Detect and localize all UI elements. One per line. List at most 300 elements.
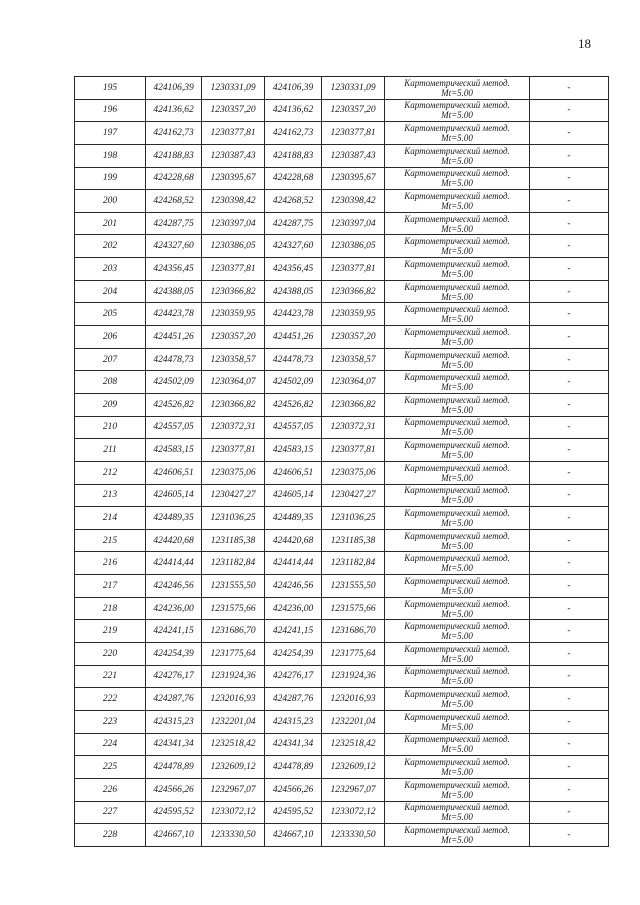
method-accuracy: Mt=5.00 — [441, 427, 473, 438]
table-row — [75, 167, 609, 190]
method-name: Картометрический метод. — [404, 123, 510, 134]
note-cell: - — [530, 756, 609, 779]
x-coordinate-new-cell: 424566,26 — [265, 778, 322, 801]
method-name: Картометрический метод. — [404, 689, 510, 700]
y-coordinate-new-cell: 1231775,64 — [322, 643, 385, 666]
y-coordinate-cell: 1230377,81 — [202, 122, 265, 145]
point-number-cell: 228 — [75, 824, 146, 847]
y-coordinate-new-cell: 1230331,09 — [322, 77, 385, 100]
method-cell — [385, 688, 530, 711]
method-cell — [385, 801, 530, 824]
x-coordinate-cell: 424246,56 — [146, 575, 202, 598]
method-accuracy: Mt=5.00 — [441, 789, 473, 800]
method-accuracy: Mt=5.00 — [441, 721, 473, 732]
method-cell — [385, 756, 530, 779]
y-coordinate-cell: 1230398,42 — [202, 190, 265, 213]
point-number-cell: 197 — [75, 122, 146, 145]
y-coordinate-cell: 1230357,20 — [202, 326, 265, 349]
x-coordinate-new-cell: 424246,56 — [265, 575, 322, 598]
method-name: Картометрический метод. — [404, 168, 510, 179]
y-coordinate-new-cell: 1232609,12 — [322, 756, 385, 779]
y-coordinate-new-cell: 1232016,93 — [322, 688, 385, 711]
method-accuracy: Mt=5.00 — [441, 291, 473, 302]
method-cell — [385, 552, 530, 575]
method-name: Картометрический метод. — [404, 530, 510, 541]
y-coordinate-new-cell: 1230375,06 — [322, 461, 385, 484]
table-row — [75, 190, 609, 213]
x-coordinate-new-cell: 424341,34 — [265, 733, 322, 756]
point-number-cell: 205 — [75, 303, 146, 326]
method-name: Картометрический метод. — [404, 191, 510, 202]
y-coordinate-cell: 1230357,20 — [202, 99, 265, 122]
x-coordinate-cell: 424423,78 — [146, 303, 202, 326]
point-number-cell: 212 — [75, 461, 146, 484]
x-coordinate-new-cell: 424254,39 — [265, 643, 322, 666]
method-name: Картометрический метод. — [404, 621, 510, 632]
table-row — [75, 778, 609, 801]
note-cell: - — [530, 710, 609, 733]
point-number-cell: 223 — [75, 710, 146, 733]
y-coordinate-new-cell: 1231036,25 — [322, 507, 385, 530]
note-cell: - — [530, 190, 609, 213]
y-coordinate-cell: 1233330,50 — [202, 824, 265, 847]
method-name: Картометрический метод. — [404, 417, 510, 428]
y-coordinate-cell: 1231775,64 — [202, 643, 265, 666]
note-cell: - — [530, 688, 609, 711]
coordinates-table — [74, 76, 609, 847]
method-cell — [385, 144, 530, 167]
method-cell — [385, 507, 530, 530]
method-accuracy: Mt=5.00 — [441, 699, 473, 710]
method-cell — [385, 778, 530, 801]
point-number-cell: 206 — [75, 326, 146, 349]
method-cell — [385, 484, 530, 507]
method-name: Картометрический метод. — [404, 258, 510, 269]
method-accuracy: Mt=5.00 — [441, 472, 473, 483]
method-cell — [385, 99, 530, 122]
y-coordinate-cell: 1231686,70 — [202, 620, 265, 643]
y-coordinate-cell: 1230377,81 — [202, 439, 265, 462]
method-accuracy: Mt=5.00 — [441, 744, 473, 755]
x-coordinate-cell: 424162,73 — [146, 122, 202, 145]
method-cell — [385, 212, 530, 235]
y-coordinate-new-cell: 1232201,04 — [322, 710, 385, 733]
method-name: Картометрический метод. — [404, 213, 510, 224]
table-row — [75, 99, 609, 122]
y-coordinate-new-cell: 1230357,20 — [322, 326, 385, 349]
method-cell — [385, 303, 530, 326]
x-coordinate-new-cell: 424236,00 — [265, 597, 322, 620]
y-coordinate-cell: 1230372,31 — [202, 416, 265, 439]
x-coordinate-cell: 424228,68 — [146, 167, 202, 190]
method-accuracy: Mt=5.00 — [441, 608, 473, 619]
method-accuracy: Mt=5.00 — [441, 133, 473, 144]
x-coordinate-cell: 424606,51 — [146, 461, 202, 484]
y-coordinate-new-cell: 1230358,57 — [322, 348, 385, 371]
x-coordinate-new-cell: 424605,14 — [265, 484, 322, 507]
method-accuracy: Mt=5.00 — [441, 359, 473, 370]
y-coordinate-new-cell: 1231555,50 — [322, 575, 385, 598]
y-coordinate-new-cell: 1230387,43 — [322, 144, 385, 167]
method-accuracy: Mt=5.00 — [441, 495, 473, 506]
note-cell: - — [530, 665, 609, 688]
x-coordinate-cell: 424478,73 — [146, 348, 202, 371]
y-coordinate-new-cell: 1230386,05 — [322, 235, 385, 258]
y-coordinate-cell: 1230366,82 — [202, 280, 265, 303]
note-cell: - — [530, 620, 609, 643]
note-cell: - — [530, 280, 609, 303]
table-row — [75, 303, 609, 326]
x-coordinate-new-cell: 424268,52 — [265, 190, 322, 213]
table-row — [75, 552, 609, 575]
x-coordinate-new-cell: 424451,26 — [265, 326, 322, 349]
table-row — [75, 393, 609, 416]
method-name: Картометрический метод. — [404, 802, 510, 813]
method-cell — [385, 393, 530, 416]
table-body — [75, 77, 609, 847]
y-coordinate-cell: 1232967,07 — [202, 778, 265, 801]
method-name: Картометрический метод. — [404, 236, 510, 247]
note-cell: - — [530, 77, 609, 100]
y-coordinate-cell: 1230358,57 — [202, 348, 265, 371]
method-name: Картометрический метод. — [404, 643, 510, 654]
point-number-cell: 218 — [75, 597, 146, 620]
y-coordinate-cell: 1232518,42 — [202, 733, 265, 756]
x-coordinate-new-cell: 424241,15 — [265, 620, 322, 643]
method-accuracy: Mt=5.00 — [441, 201, 473, 212]
table-row — [75, 439, 609, 462]
x-coordinate-new-cell: 424315,23 — [265, 710, 322, 733]
note-cell: - — [530, 801, 609, 824]
point-number-cell: 195 — [75, 77, 146, 100]
method-name: Картометрический метод. — [404, 462, 510, 473]
x-coordinate-new-cell: 424388,05 — [265, 280, 322, 303]
y-coordinate-new-cell: 1230427,27 — [322, 484, 385, 507]
method-name: Картометрический метод. — [404, 553, 510, 564]
method-accuracy: Mt=5.00 — [441, 223, 473, 234]
note-cell: - — [530, 303, 609, 326]
point-number-cell: 214 — [75, 507, 146, 530]
point-number-cell: 224 — [75, 733, 146, 756]
method-name: Картометрический метод. — [404, 666, 510, 677]
x-coordinate-cell: 424106,39 — [146, 77, 202, 100]
x-coordinate-new-cell: 424106,39 — [265, 77, 322, 100]
y-coordinate-cell: 1233072,12 — [202, 801, 265, 824]
point-number-cell: 201 — [75, 212, 146, 235]
y-coordinate-new-cell: 1230364,07 — [322, 371, 385, 394]
table-row — [75, 756, 609, 779]
method-cell — [385, 416, 530, 439]
method-name: Картометрический метод. — [404, 372, 510, 383]
x-coordinate-new-cell: 424287,75 — [265, 212, 322, 235]
note-cell: - — [530, 643, 609, 666]
table-row — [75, 597, 609, 620]
table-row — [75, 144, 609, 167]
method-name: Картометрический метод. — [404, 281, 510, 292]
y-coordinate-cell: 1232609,12 — [202, 756, 265, 779]
method-cell — [385, 235, 530, 258]
table-row — [75, 507, 609, 530]
table-row — [75, 212, 609, 235]
method-name: Картометрический метод. — [404, 145, 510, 156]
point-number-cell: 221 — [75, 665, 146, 688]
note-cell: - — [530, 348, 609, 371]
method-name: Картометрический метод. — [404, 304, 510, 315]
method-name: Картометрический метод. — [404, 779, 510, 790]
y-coordinate-new-cell: 1230377,81 — [322, 122, 385, 145]
method-cell — [385, 190, 530, 213]
note-cell: - — [530, 484, 609, 507]
y-coordinate-new-cell: 1233072,12 — [322, 801, 385, 824]
table-row — [75, 620, 609, 643]
method-cell — [385, 710, 530, 733]
method-accuracy: Mt=5.00 — [441, 631, 473, 642]
method-cell — [385, 575, 530, 598]
x-coordinate-cell: 424420,68 — [146, 529, 202, 552]
y-coordinate-new-cell: 1230395,67 — [322, 167, 385, 190]
method-cell — [385, 824, 530, 847]
note-cell: - — [530, 733, 609, 756]
point-number-cell: 196 — [75, 99, 146, 122]
point-number-cell: 204 — [75, 280, 146, 303]
point-number-cell: 200 — [75, 190, 146, 213]
x-coordinate-new-cell: 424478,89 — [265, 756, 322, 779]
note-cell: - — [530, 371, 609, 394]
point-number-cell: 217 — [75, 575, 146, 598]
note-cell: - — [530, 824, 609, 847]
table-row — [75, 371, 609, 394]
method-accuracy: Mt=5.00 — [441, 336, 473, 347]
y-coordinate-cell: 1230366,82 — [202, 393, 265, 416]
method-cell — [385, 439, 530, 462]
method-cell — [385, 643, 530, 666]
point-number-cell: 211 — [75, 439, 146, 462]
table-row — [75, 801, 609, 824]
y-coordinate-cell: 1230377,81 — [202, 258, 265, 281]
method-accuracy: Mt=5.00 — [441, 653, 473, 664]
method-name: Картометрический метод. — [404, 326, 510, 337]
point-number-cell: 198 — [75, 144, 146, 167]
method-cell — [385, 167, 530, 190]
x-coordinate-cell: 424327,60 — [146, 235, 202, 258]
method-accuracy: Mt=5.00 — [441, 246, 473, 257]
page-number: 18 — [578, 36, 591, 51]
method-name: Картометрический метод. — [404, 575, 510, 586]
method-cell — [385, 77, 530, 100]
method-name: Картометрический метод. — [404, 440, 510, 451]
method-cell — [385, 620, 530, 643]
note-cell: - — [530, 235, 609, 258]
method-name: Картометрический метод. — [404, 507, 510, 518]
table-row — [75, 688, 609, 711]
x-coordinate-cell: 424605,14 — [146, 484, 202, 507]
x-coordinate-new-cell: 424595,52 — [265, 801, 322, 824]
point-number-cell: 208 — [75, 371, 146, 394]
table-row — [75, 710, 609, 733]
method-accuracy: Mt=5.00 — [441, 110, 473, 121]
x-coordinate-cell: 424356,45 — [146, 258, 202, 281]
method-cell — [385, 122, 530, 145]
x-coordinate-new-cell: 424489,35 — [265, 507, 322, 530]
point-number-cell: 215 — [75, 529, 146, 552]
table-row — [75, 824, 609, 847]
x-coordinate-cell: 424188,83 — [146, 144, 202, 167]
x-coordinate-new-cell: 424583,15 — [265, 439, 322, 462]
x-coordinate-new-cell: 424420,68 — [265, 529, 322, 552]
note-cell: - — [530, 144, 609, 167]
x-coordinate-new-cell: 424414,44 — [265, 552, 322, 575]
note-cell: - — [530, 212, 609, 235]
method-cell — [385, 371, 530, 394]
method-name: Картометрический метод. — [404, 598, 510, 609]
method-cell — [385, 258, 530, 281]
x-coordinate-new-cell: 424557,05 — [265, 416, 322, 439]
x-coordinate-cell: 424414,44 — [146, 552, 202, 575]
x-coordinate-cell: 424526,82 — [146, 393, 202, 416]
x-coordinate-cell: 424388,05 — [146, 280, 202, 303]
note-cell: - — [530, 575, 609, 598]
y-coordinate-cell: 1231555,50 — [202, 575, 265, 598]
x-coordinate-cell: 424583,15 — [146, 439, 202, 462]
y-coordinate-new-cell: 1232518,42 — [322, 733, 385, 756]
x-coordinate-cell: 424451,26 — [146, 326, 202, 349]
table-row — [75, 484, 609, 507]
table-row — [75, 529, 609, 552]
y-coordinate-cell: 1230386,05 — [202, 235, 265, 258]
point-number-cell: 226 — [75, 778, 146, 801]
y-coordinate-cell: 1230397,04 — [202, 212, 265, 235]
y-coordinate-cell: 1231182,84 — [202, 552, 265, 575]
note-cell: - — [530, 461, 609, 484]
point-number-cell: 209 — [75, 393, 146, 416]
method-accuracy: Mt=5.00 — [441, 676, 473, 687]
table-row — [75, 280, 609, 303]
method-accuracy: Mt=5.00 — [441, 178, 473, 189]
method-cell — [385, 461, 530, 484]
method-name: Картометрический метод. — [404, 734, 510, 745]
method-name: Картометрический метод. — [404, 394, 510, 405]
table-row — [75, 326, 609, 349]
table-row — [75, 235, 609, 258]
method-accuracy: Mt=5.00 — [441, 87, 473, 98]
table-row — [75, 733, 609, 756]
y-coordinate-new-cell: 1231575,66 — [322, 597, 385, 620]
x-coordinate-new-cell: 424327,60 — [265, 235, 322, 258]
x-coordinate-cell: 424315,23 — [146, 710, 202, 733]
y-coordinate-cell: 1230375,06 — [202, 461, 265, 484]
x-coordinate-new-cell: 424606,51 — [265, 461, 322, 484]
y-coordinate-cell: 1231575,66 — [202, 597, 265, 620]
x-coordinate-cell: 424667,10 — [146, 824, 202, 847]
y-coordinate-new-cell: 1231182,84 — [322, 552, 385, 575]
point-number-cell: 220 — [75, 643, 146, 666]
y-coordinate-cell: 1230364,07 — [202, 371, 265, 394]
table-row — [75, 665, 609, 688]
y-coordinate-new-cell: 1233330,50 — [322, 824, 385, 847]
x-coordinate-cell: 424287,76 — [146, 688, 202, 711]
x-coordinate-new-cell: 424162,73 — [265, 122, 322, 145]
x-coordinate-cell: 424254,39 — [146, 643, 202, 666]
method-accuracy: Mt=5.00 — [441, 268, 473, 279]
x-coordinate-new-cell: 424478,73 — [265, 348, 322, 371]
x-coordinate-cell: 424276,17 — [146, 665, 202, 688]
method-name: Картометрический метод. — [404, 77, 510, 88]
table-row — [75, 122, 609, 145]
method-name: Картометрический метод. — [404, 485, 510, 496]
method-name: Картометрический метод. — [404, 824, 510, 835]
y-coordinate-cell: 1230387,43 — [202, 144, 265, 167]
point-number-cell: 213 — [75, 484, 146, 507]
method-accuracy: Mt=5.00 — [441, 563, 473, 574]
y-coordinate-cell: 1231924,36 — [202, 665, 265, 688]
x-coordinate-cell: 424595,52 — [146, 801, 202, 824]
note-cell: - — [530, 778, 609, 801]
point-number-cell: 210 — [75, 416, 146, 439]
x-coordinate-new-cell: 424423,78 — [265, 303, 322, 326]
x-coordinate-new-cell: 424188,83 — [265, 144, 322, 167]
x-coordinate-new-cell: 424667,10 — [265, 824, 322, 847]
method-accuracy: Mt=5.00 — [441, 517, 473, 528]
method-accuracy: Mt=5.00 — [441, 155, 473, 166]
x-coordinate-cell: 424341,34 — [146, 733, 202, 756]
table-row — [75, 643, 609, 666]
point-number-cell: 222 — [75, 688, 146, 711]
x-coordinate-new-cell: 424228,68 — [265, 167, 322, 190]
note-cell: - — [530, 99, 609, 122]
method-cell — [385, 597, 530, 620]
method-cell — [385, 529, 530, 552]
method-accuracy: Mt=5.00 — [441, 382, 473, 393]
y-coordinate-new-cell: 1230398,42 — [322, 190, 385, 213]
y-coordinate-new-cell: 1230397,04 — [322, 212, 385, 235]
y-coordinate-new-cell: 1230366,82 — [322, 280, 385, 303]
method-accuracy: Mt=5.00 — [441, 404, 473, 415]
method-accuracy: Mt=5.00 — [441, 812, 473, 823]
y-coordinate-cell: 1230331,09 — [202, 77, 265, 100]
method-cell — [385, 733, 530, 756]
note-cell: - — [530, 529, 609, 552]
x-coordinate-cell: 424557,05 — [146, 416, 202, 439]
method-cell — [385, 280, 530, 303]
method-cell — [385, 348, 530, 371]
x-coordinate-new-cell: 424136,62 — [265, 99, 322, 122]
note-cell: - — [530, 597, 609, 620]
method-name: Картометрический метод. — [404, 711, 510, 722]
point-number-cell: 225 — [75, 756, 146, 779]
note-cell: - — [530, 258, 609, 281]
note-cell: - — [530, 167, 609, 190]
point-number-cell: 216 — [75, 552, 146, 575]
y-coordinate-cell: 1232016,93 — [202, 688, 265, 711]
note-cell: - — [530, 439, 609, 462]
x-coordinate-new-cell: 424276,17 — [265, 665, 322, 688]
table-row — [75, 348, 609, 371]
point-number-cell: 203 — [75, 258, 146, 281]
x-coordinate-new-cell: 424356,45 — [265, 258, 322, 281]
x-coordinate-new-cell: 424287,76 — [265, 688, 322, 711]
note-cell: - — [530, 552, 609, 575]
x-coordinate-cell: 424566,26 — [146, 778, 202, 801]
method-accuracy: Mt=5.00 — [441, 450, 473, 461]
table-row — [75, 575, 609, 598]
y-coordinate-new-cell: 1230377,81 — [322, 258, 385, 281]
x-coordinate-cell: 424489,35 — [146, 507, 202, 530]
x-coordinate-cell: 424287,75 — [146, 212, 202, 235]
method-cell — [385, 326, 530, 349]
note-cell: - — [530, 326, 609, 349]
x-coordinate-cell: 424478,89 — [146, 756, 202, 779]
method-name: Картометрический метод. — [404, 349, 510, 360]
